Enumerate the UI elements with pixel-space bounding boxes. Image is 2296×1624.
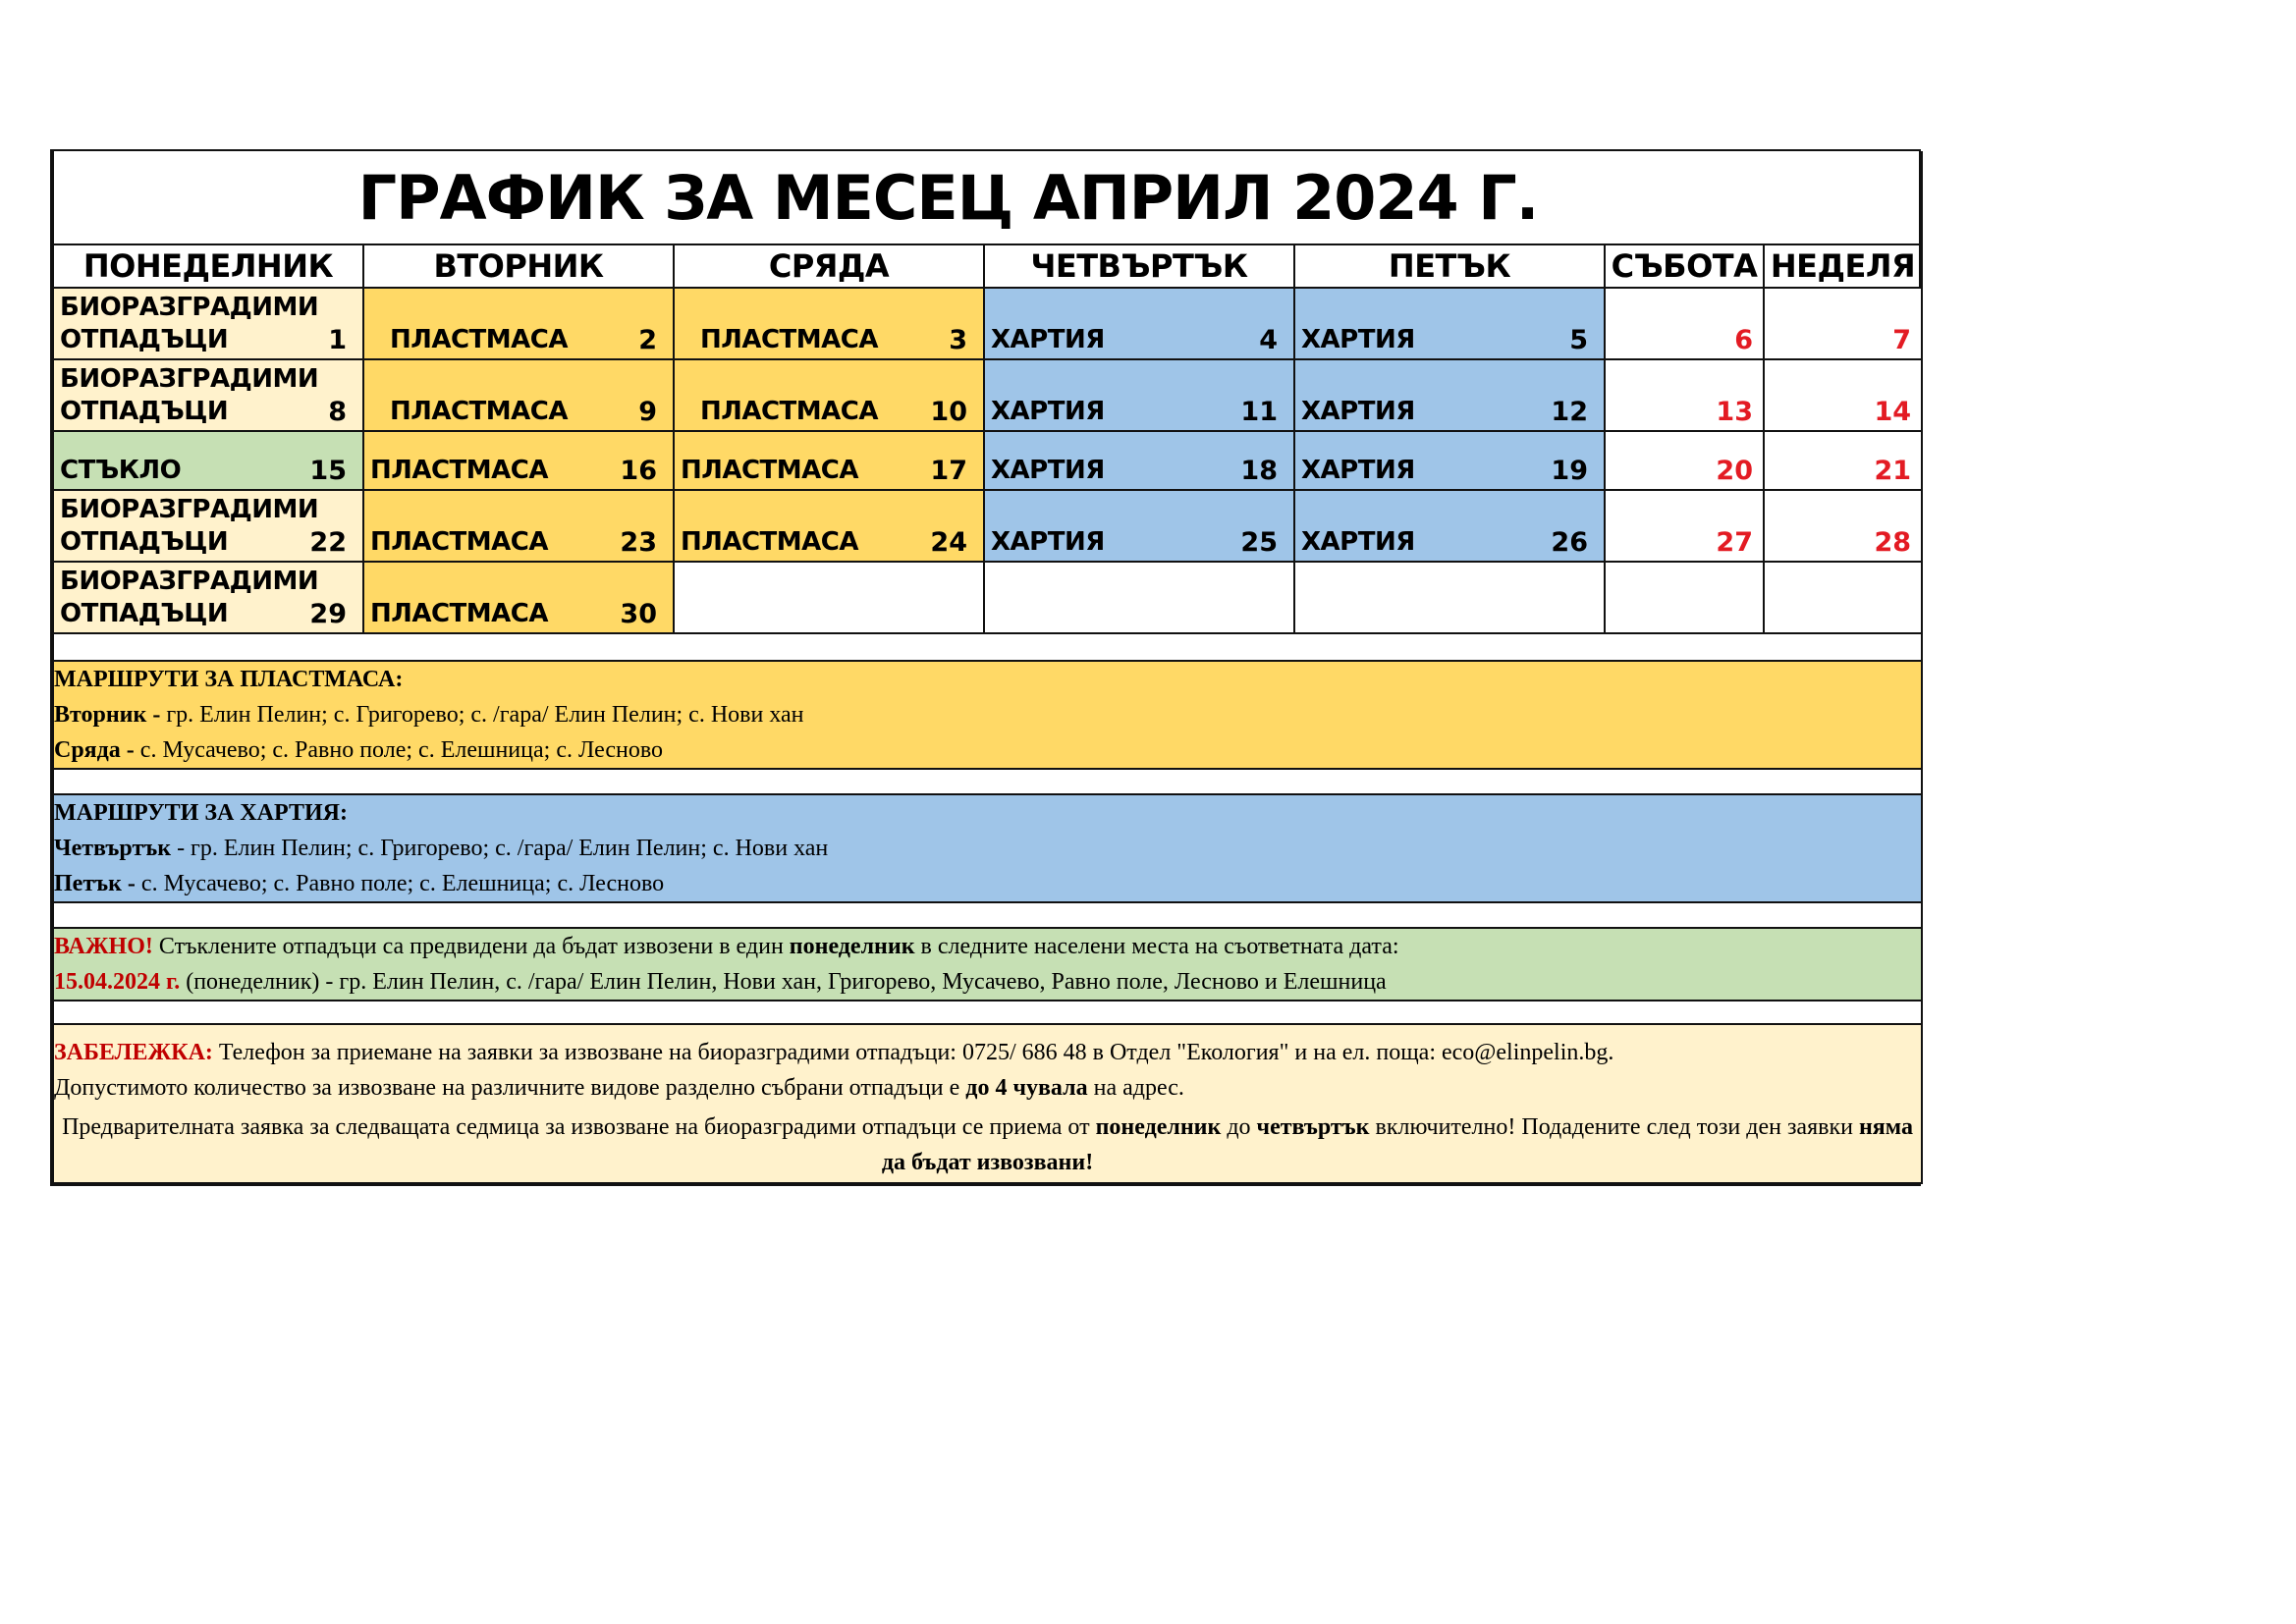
calendar-day-cell — [1605, 431, 1764, 490]
waste-type-label: ХАРТИЯ — [1301, 527, 1415, 557]
waste-type-label: ХАРТИЯ — [1301, 456, 1415, 485]
day-number: 12 — [1551, 397, 1588, 427]
day-number: 4 — [1259, 325, 1278, 355]
day-number: 18 — [1240, 456, 1278, 486]
weekday-header: ПОНЕДЕЛНИК — [53, 244, 363, 288]
paper-routes-heading: МАРШРУТИ ЗА ХАРТИЯ: — [54, 800, 348, 826]
calendar-day-cell — [674, 359, 984, 431]
calendar-day-cell — [1764, 288, 1922, 359]
calendar-week-row — [53, 288, 1922, 359]
calendar-day-cell — [984, 359, 1294, 431]
remark-p5: включително! Подадените след този ден заявки — [1369, 1114, 1859, 1140]
calendar-day-cell — [674, 431, 984, 490]
waste-type-label: ХАРТИЯ — [991, 527, 1105, 557]
calendar-day-cell — [1294, 490, 1605, 562]
day-number: 24 — [930, 527, 967, 558]
waste-type-label: ПЛАСТМАСА — [700, 397, 878, 426]
waste-type-label: СТЪКЛО — [60, 456, 182, 485]
calendar-day-cell — [53, 288, 363, 359]
calendar-day-cell — [984, 431, 1294, 490]
calendar-day-cell — [984, 288, 1294, 359]
waste-type-label: ХАРТИЯ — [991, 456, 1105, 485]
calendar-day-cell — [53, 562, 363, 633]
calendar-day-cell — [1605, 490, 1764, 562]
waste-type-label: ПЛАСТМАСА — [681, 456, 858, 485]
glass-collection-date: 15.04.2024 г. — [54, 969, 181, 995]
day-number: 23 — [620, 527, 657, 558]
paper-route-thursday-day: Четвъртък — [54, 836, 172, 861]
day-number: 3 — [949, 325, 967, 355]
day-number: 6 — [1734, 325, 1753, 355]
calendar-week-row — [53, 359, 1922, 431]
remark-p2: понеделник — [1095, 1114, 1222, 1140]
plastic-route-wednesday-day: Сряда - — [54, 737, 135, 763]
remark-p4: четвъртък — [1256, 1114, 1370, 1140]
calendar-week-row — [53, 562, 1922, 633]
waste-type-label: ПЛАСТМАСА — [390, 397, 568, 426]
calendar-body — [53, 288, 1922, 633]
weekday-header-row — [53, 244, 1922, 288]
weekday-header: ЧЕТВЪРТЪК — [984, 244, 1294, 288]
glass-note-box — [53, 928, 1922, 1001]
day-number: 26 — [1551, 527, 1588, 558]
waste-type-label: ХАРТИЯ — [1301, 325, 1415, 354]
day-number: 1 — [328, 325, 347, 355]
day-number: 30 — [620, 599, 657, 629]
weekday-header: СЪБОТА — [1605, 244, 1764, 288]
calendar-day-cell — [1605, 562, 1764, 633]
spacer-row — [53, 902, 1922, 928]
waste-type-label: БИОРАЗГРАДИМИ ОТПАДЪЦИ — [60, 567, 319, 628]
weekday-header: ВТОРНИК — [363, 244, 674, 288]
day-number: 19 — [1551, 456, 1588, 486]
calendar-day-cell — [1764, 431, 1922, 490]
waste-type-label: ПЛАСТМАСА — [370, 456, 548, 485]
waste-type-label: ПЛАСТМАСА — [370, 599, 548, 628]
spacer-row — [53, 769, 1922, 794]
important-label: ВАЖНО! — [54, 934, 153, 959]
calendar-day-cell — [1764, 562, 1922, 633]
calendar-day-cell — [363, 431, 674, 490]
day-number: 10 — [930, 397, 967, 427]
waste-type-label: БИОРАЗГРАДИМИ ОТПАДЪЦИ — [60, 293, 319, 354]
calendar-day-cell — [363, 288, 674, 359]
calendar-day-cell — [674, 490, 984, 562]
day-number: 7 — [1892, 325, 1912, 355]
remark-p3: до — [1221, 1114, 1257, 1140]
waste-type-label: ПЛАСТМАСА — [370, 527, 548, 557]
spacer-row — [53, 633, 1922, 661]
day-number: 22 — [309, 527, 347, 558]
calendar-week-row — [53, 490, 1922, 562]
calendar-day-cell — [1605, 359, 1764, 431]
day-number: 8 — [328, 397, 347, 427]
calendar-day-cell — [1294, 288, 1605, 359]
page-title — [53, 151, 1922, 244]
paper-route-friday-day: Петък - — [54, 871, 136, 896]
calendar-day-cell — [53, 359, 363, 431]
calendar-day-cell — [1294, 562, 1605, 633]
spacer-row — [53, 1001, 1922, 1024]
calendar-day-cell — [53, 490, 363, 562]
calendar-day-cell — [363, 562, 674, 633]
waste-type-label: ПЛАСТМАСА — [390, 325, 568, 354]
calendar-week-row — [53, 431, 1922, 490]
waste-type-label: БИОРАЗГРАДИМИ ОТПАДЪЦИ — [60, 364, 319, 426]
day-number: 9 — [638, 397, 657, 427]
glass-note-text-3: (понеделник) - гр. Елин Пелин, с. /гара/ Елин Пелин, Нови хан, Григорево, Мусачево, Равно поле, Лесново и Елешница — [180, 969, 1387, 995]
day-number: 15 — [309, 456, 347, 486]
calendar-day-cell — [1294, 359, 1605, 431]
glass-note-text-2: в следните населени места на съответната дата: — [914, 934, 1399, 959]
calendar-day-cell — [674, 288, 984, 359]
day-number: 16 — [620, 456, 657, 486]
glass-note-bold-monday: понеделник — [789, 934, 915, 959]
day-number: 21 — [1874, 456, 1912, 486]
calendar-day-cell — [1294, 431, 1605, 490]
remark-label: ЗАБЕЛЕЖКА: — [54, 1040, 213, 1065]
schedule-table — [52, 151, 1923, 1184]
waste-type-label: ПЛАСТМАСА — [700, 325, 878, 354]
day-number: 17 — [930, 456, 967, 486]
calendar-day-cell — [363, 490, 674, 562]
calendar-day-cell — [363, 359, 674, 431]
glass-note-text-1: Стъклените отпадъци са предвидени да бъдат извозени в един — [152, 934, 790, 959]
calendar-day-cell — [1764, 490, 1922, 562]
remark-p1: Предварителната заявка за следващата седмица за извозване на биоразградими отпадъци се приема от — [62, 1114, 1096, 1140]
plastic-routes-box — [53, 661, 1922, 769]
day-number: 11 — [1240, 397, 1278, 427]
day-number: 29 — [309, 599, 347, 629]
remark-paragraph — [54, 1110, 1921, 1180]
paper-route-friday-places: с. Мусачево; с. Равно поле; с. Елешница; с. Лесново — [135, 871, 665, 896]
remark-box — [53, 1024, 1922, 1183]
calendar-day-cell — [53, 431, 363, 490]
calendar-day-cell — [1605, 288, 1764, 359]
weekday-header: СРЯДА — [674, 244, 984, 288]
paper-route-thursday-places: - гр. Елин Пелин; с. Григорево; с. /гара/ Елин Пелин; с. Нови хан — [171, 836, 829, 861]
day-number: 5 — [1569, 325, 1588, 355]
day-number: 20 — [1716, 456, 1753, 486]
remark-line-2b: до 4 чувала — [965, 1075, 1088, 1101]
weekday-header: ПЕТЪК — [1294, 244, 1605, 288]
day-number: 27 — [1716, 527, 1753, 558]
remark-line-1: Телефон за приемане на заявки за извозване на биоразградими отпадъци: 0725/ 686 48 в Отдел "Екология" и на ел. поща: eco@elinpelin.bg. — [212, 1040, 1614, 1065]
waste-type-label: ХАРТИЯ — [991, 397, 1105, 426]
page-title-text: ГРАФИК ЗА МЕСЕЦ АПРИЛ 2024 Г. — [357, 161, 1539, 234]
plastic-route-wednesday-places: с. Мусачево; с. Равно поле; с. Елешница; с. Лесново — [134, 737, 663, 763]
remark-line-2a: Допустимото количество за извозване на различните видове разделно събрани отпадъци е — [54, 1075, 966, 1101]
schedule-sheet — [50, 149, 1921, 1186]
plastic-route-tuesday-places: гр. Елин Пелин; с. Григорево; с. /гара/ Елин Пелин; с. Нови хан — [160, 702, 804, 728]
waste-type-label: ХАРТИЯ — [991, 325, 1105, 354]
day-number: 14 — [1874, 397, 1912, 427]
calendar-day-cell — [984, 562, 1294, 633]
plastic-routes-heading: МАРШРУТИ ЗА ПЛАСТМАСА: — [54, 667, 404, 692]
day-number: 28 — [1874, 527, 1912, 558]
calendar-day-cell — [984, 490, 1294, 562]
paper-routes-box — [53, 794, 1922, 902]
weekday-header: НЕДЕЛЯ — [1764, 244, 1922, 288]
calendar-day-cell — [1764, 359, 1922, 431]
day-number: 2 — [638, 325, 657, 355]
waste-type-label: ПЛАСТМАСА — [681, 527, 858, 557]
calendar-day-cell — [674, 562, 984, 633]
remark-line-2c: на адрес. — [1087, 1075, 1184, 1101]
plastic-route-tuesday-day: Вторник - — [54, 702, 161, 728]
waste-type-label: ХАРТИЯ — [1301, 397, 1415, 426]
waste-type-label: БИОРАЗГРАДИМИ ОТПАДЪЦИ — [60, 495, 319, 557]
remark-p6: няма да бъдат извозвани! — [881, 1114, 1913, 1175]
day-number: 13 — [1716, 397, 1753, 427]
day-number: 25 — [1240, 527, 1278, 558]
